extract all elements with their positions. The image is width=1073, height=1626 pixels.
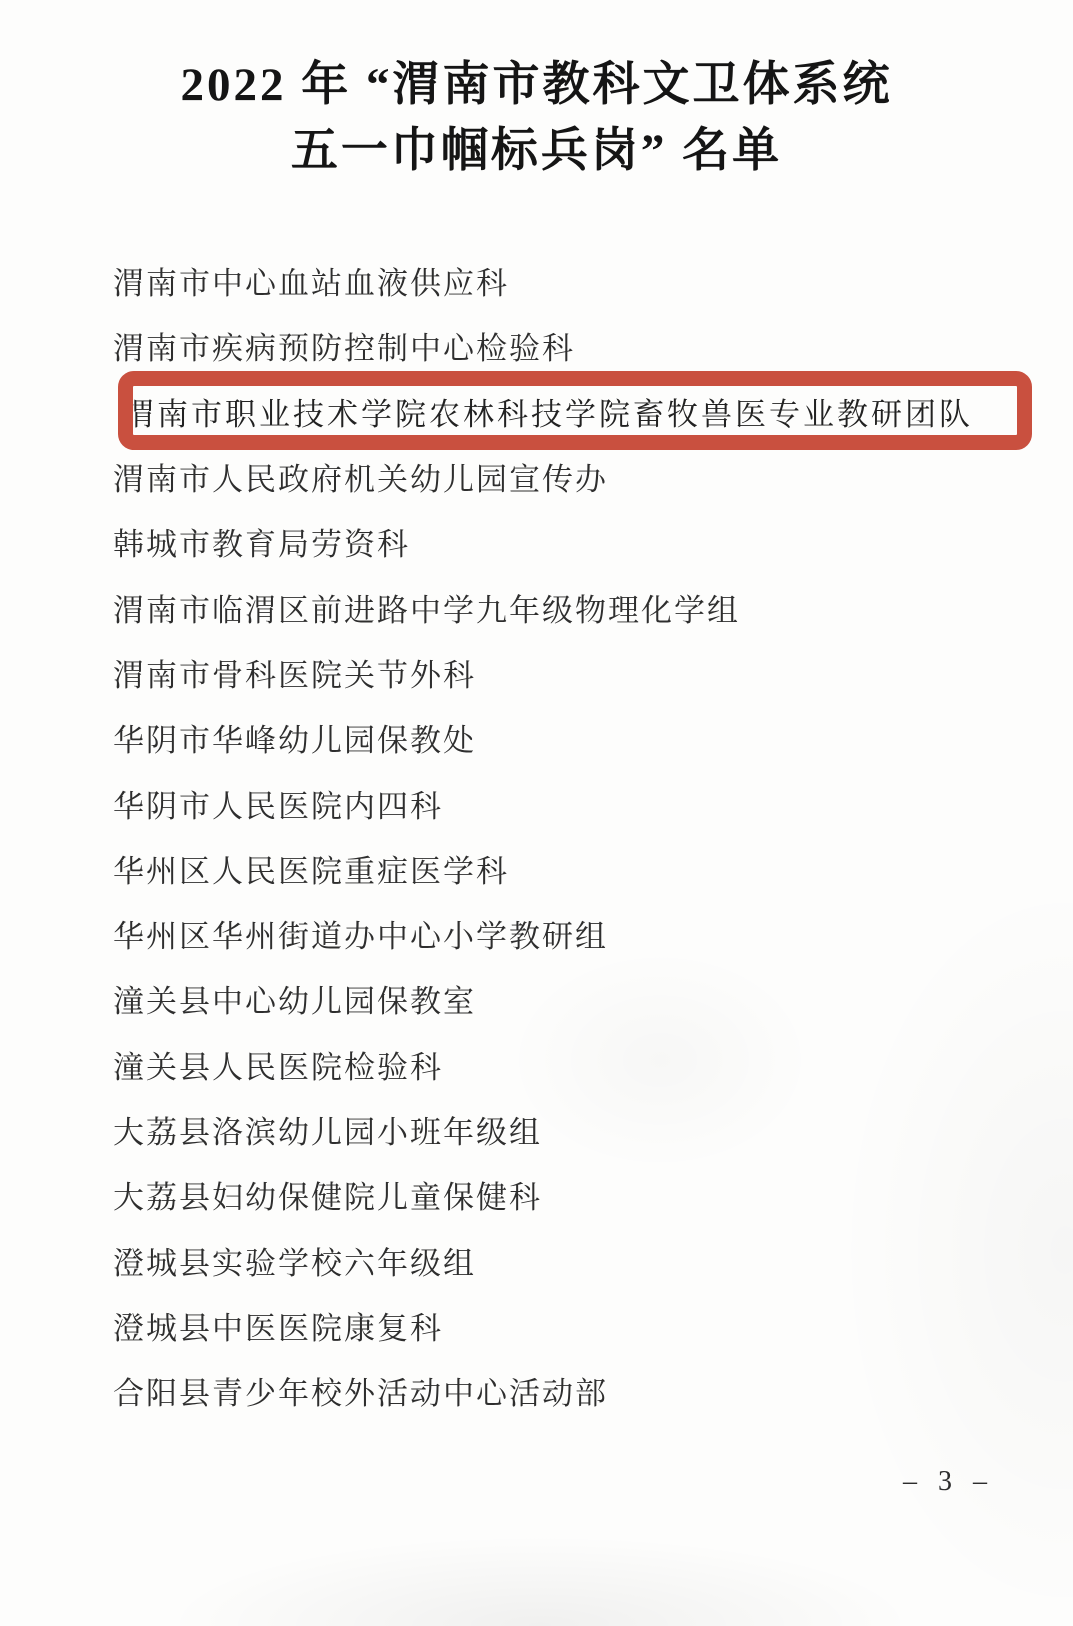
- list-item-text: 澄城县中医医院康复科: [113, 1310, 443, 1346]
- list-item-text: 潼关县中心幼儿园保教室: [113, 984, 476, 1020]
- list-item: [113, 444, 1053, 509]
- list-item-text: 渭南市人民政府机关幼儿园宣传办: [113, 462, 608, 498]
- list-item: [113, 248, 1053, 313]
- list-item-text: 合阳县青少年校外活动中心活动部: [113, 1376, 608, 1412]
- list-item: [113, 1032, 1053, 1097]
- list-item: [113, 836, 1053, 901]
- list-item-text: 渭南市中心血站血液供应科: [113, 266, 509, 302]
- document-title: [0, 52, 1073, 184]
- list-item-text: 华州区华州街道办中心小学教研组: [113, 919, 608, 955]
- list-item-text: 华州区人民医院重症医学科: [113, 853, 509, 889]
- list-item-text: 大荔县洛滨幼儿园小班年级组: [113, 1115, 542, 1150]
- list-item-text: 渭南市职业技术学院农林科技学院畜牧兽医专业教研团队: [123, 396, 973, 432]
- list-item-highlighted: [113, 379, 1053, 444]
- list-item-text: 澄城县实验学校六年级组: [113, 1245, 476, 1281]
- document-title-line1: 2022 年 “渭南市教科文卫体系统: [180, 59, 893, 111]
- list-item-text: 渭南市疾病预防控制中心检验科: [113, 331, 575, 367]
- list-item: [113, 313, 1053, 378]
- list-item: [113, 1097, 1053, 1162]
- list-item-text: 韩城市教育局劳资科: [113, 527, 410, 563]
- list-item: [113, 1162, 1053, 1227]
- list-item: [113, 1293, 1053, 1358]
- list-item: [113, 640, 1053, 705]
- list-item: [113, 509, 1053, 574]
- document-title-line2: 五一巾帼标兵岗” 名单: [290, 125, 783, 177]
- list-item-text: 潼关县人民医院检验科: [113, 1049, 443, 1085]
- award-list: [113, 248, 1053, 1423]
- list-item: [113, 1358, 1053, 1423]
- list-item: [113, 705, 1053, 770]
- list-item: [113, 1227, 1053, 1292]
- list-item: [113, 966, 1053, 1031]
- list-item-text: 华阴市人民医院内四科: [113, 788, 443, 824]
- list-item-text: 大荔县妇幼保健院儿童保健科: [113, 1180, 542, 1216]
- page-number: – 3 –: [903, 1466, 994, 1497]
- list-item: [113, 770, 1053, 835]
- list-item: [113, 574, 1053, 639]
- list-item-text: 渭南市临渭区前进路中学九年级物理化学组: [113, 592, 740, 628]
- list-item-text: 渭南市骨科医院关节外科: [113, 657, 476, 693]
- list-item: [113, 901, 1053, 966]
- list-item-text: 华阴市华峰幼儿园保教处: [113, 723, 476, 759]
